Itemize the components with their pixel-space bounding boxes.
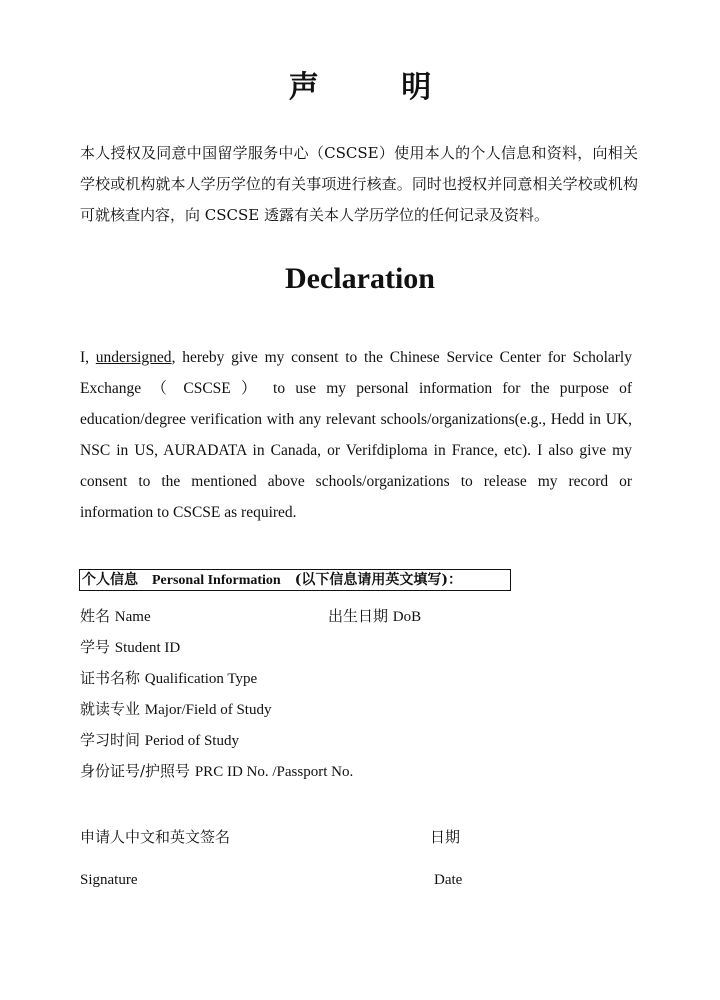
title-english: Declaration xyxy=(285,262,435,295)
field-id-no-en: PRC ID No. /Passport No. xyxy=(194,764,354,780)
field-dob-en: DoB xyxy=(392,609,422,625)
field-dob-cn: 出生日期 xyxy=(328,607,389,625)
personal-info-header-en: Personal Information xyxy=(152,573,281,588)
title-chinese: 声 明 xyxy=(288,70,468,105)
field-student-id-cn: 学号 xyxy=(80,638,111,656)
paragraph-english-rest: , hereby give my consent to the Chinese Service Center for Scholarly Exchange （ CSCSE ） to use my personal information for the purpose of education/degree verification with any relevant schools/organizations(e.g., Hedd in UK, NSC in US, AURADATA in Canada, or Verifdiploma in France, etc). I also give my consent to the mentioned above schools/organizations to release my record or information to CSCSE as required. xyxy=(80,349,632,521)
paragraph-english xyxy=(80,342,632,528)
field-major-cn: 就读专业 xyxy=(80,700,141,718)
field-name xyxy=(80,606,151,627)
personal-info-header-note: (以下信息请用英文填写)： xyxy=(294,572,462,588)
field-id-no xyxy=(80,761,353,782)
field-major xyxy=(80,699,271,720)
undersigned-word: undersigned xyxy=(95,349,172,366)
field-name-en: Name xyxy=(114,609,151,625)
field-id-no-cn: 身份证号/护照号 xyxy=(80,762,191,780)
field-dob xyxy=(328,606,421,627)
field-student-id-en: Student ID xyxy=(114,640,181,656)
field-major-en: Major/Field of Study xyxy=(144,702,272,718)
field-qualification xyxy=(80,668,257,689)
date-label-cn: 日期 xyxy=(430,828,461,846)
field-qualification-cn: 证书名称 xyxy=(80,669,141,687)
field-period-cn: 学习时间 xyxy=(80,731,141,749)
field-period xyxy=(80,730,239,751)
field-student-id xyxy=(80,637,180,658)
date-label-en: Date xyxy=(434,872,463,888)
field-qualification-en: Qualification Type xyxy=(144,671,258,687)
personal-info-header xyxy=(79,569,511,591)
field-period-en: Period of Study xyxy=(144,733,239,749)
paragraph-english-start: I, xyxy=(80,349,96,366)
paragraph-chinese: 本人授权及同意中国留学服务中心（CSCSE）使用本人的个人信息和资料，向相关学校或机构就本人学历学位的有关事项进行核查。同时也授权并同意相关学校或机构可就核查内容，向 CSCSE 透露有关本人学历学位的任何记录及资料。 xyxy=(80,144,638,224)
signature-label-cn: 申请人中文和英文签名 xyxy=(80,828,231,846)
personal-info-header-cn: 个人信息 xyxy=(82,572,138,588)
field-name-cn: 姓名 xyxy=(80,607,111,625)
signature-label-en: Signature xyxy=(80,872,138,888)
